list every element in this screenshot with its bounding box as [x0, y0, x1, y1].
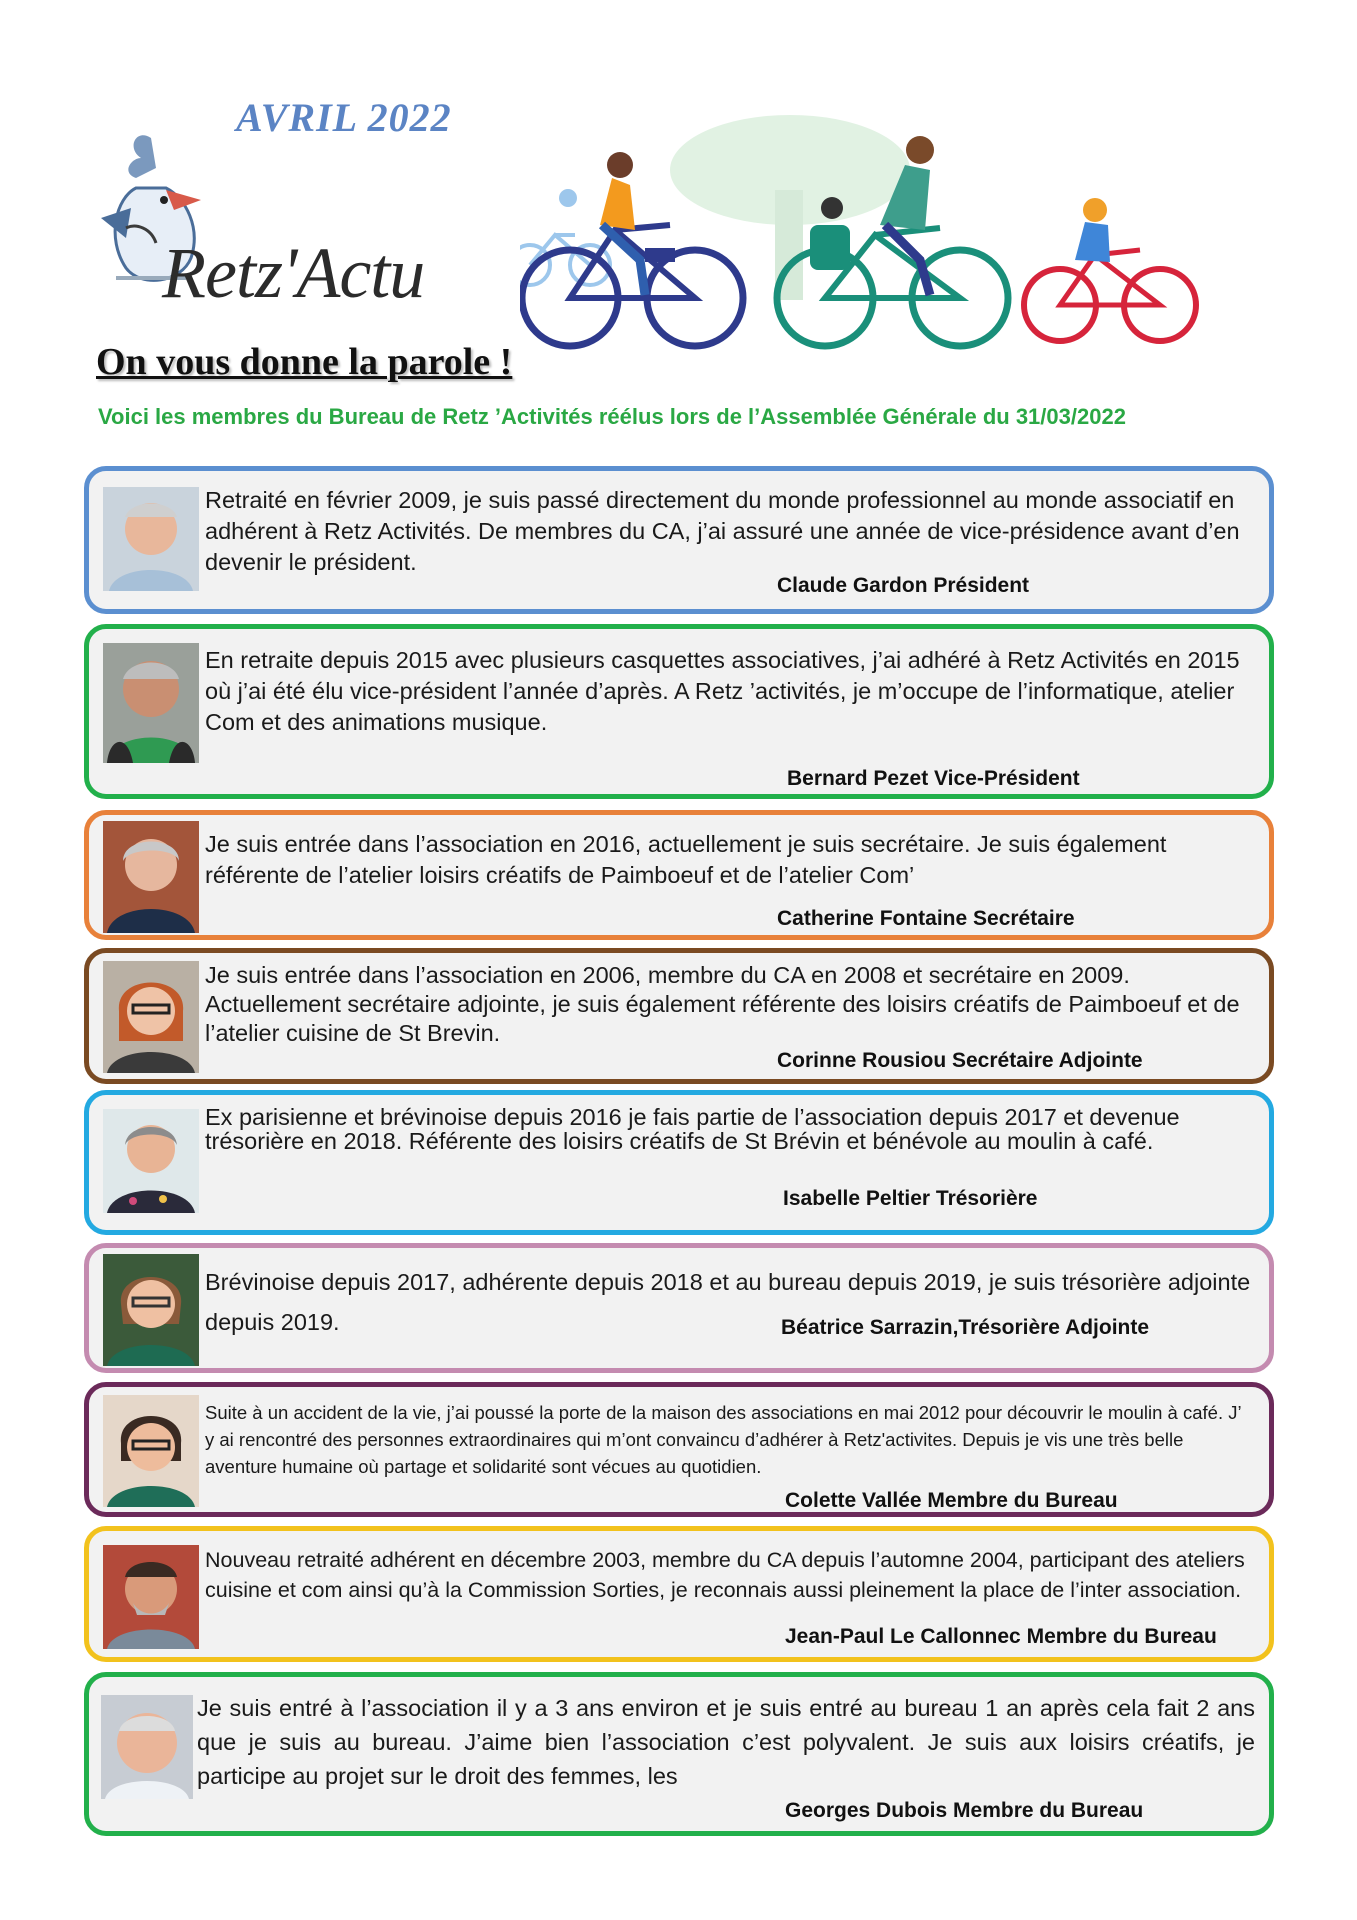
member-photo — [103, 821, 199, 933]
member-card-claude-gardon — [84, 466, 1274, 614]
intro-text: Voici les membres du Bureau de Retz ’Activités réélus lors de l’Assemblée Générale du 31/03/2022 — [98, 404, 1126, 429]
member-text: Brévinoise depuis 2017, adhérente depuis 2018 et au bureau depuis 2019, je suis trésorière adjointe depuis 2019. — [205, 1269, 1251, 1335]
member-card-catherine-fontaine — [84, 810, 1274, 940]
member-signature: Claude Gardon Président — [777, 574, 1030, 597]
member-text: Ex parisienne et brévinoise depuis 2016 je fais partie de l’association depuis 2017 et devenue trésorière en 2018. Référente des loisirs créatifs de St Brévin et bénévole au moulin à café. — [205, 1104, 1180, 1154]
member-photo — [103, 1545, 199, 1649]
member-signature: Georges Dubois Membre du Bureau — [785, 1799, 1144, 1822]
member-text: Je suis entré à l’association il y a 3 ans environ et je suis entré au bureau 1 an après cela fait 2 ans que je suis au bureau. J’aime bien l’association c’est polyvalent. Je suis aux loisirs créatifs, je participe au projet sur le droit des femmes, les — [197, 1695, 1255, 1789]
member-signature: Corinne Rousiou Secrétaire Adjointe — [777, 1049, 1143, 1072]
member-photo — [103, 1395, 199, 1507]
logo-text: Retz'Actu — [162, 233, 425, 313]
member-card-bernard-pezet — [84, 624, 1274, 799]
member-photo — [103, 643, 199, 763]
member-photo — [101, 1695, 193, 1799]
issue-date: AVRIL 2022 — [236, 95, 452, 140]
member-photo — [103, 961, 199, 1073]
member-card-georges-dubois — [84, 1672, 1274, 1836]
member-signature: Isabelle Peltier Trésorière — [783, 1187, 1038, 1210]
member-text: En retraite depuis 2015 avec plusieurs casquettes associatives, j’ai adhéré à Retz Activités en 2015 où j’ai été élu vice-président l’année d’après. A Retz ’activités, je m’occupe de l’informatique, atelier Com et des animations musique. — [205, 647, 1240, 735]
member-signature: Colette Vallée Membre du Bureau — [785, 1489, 1118, 1512]
member-card-jean-paul-le-callonnec — [84, 1526, 1274, 1662]
headline: On vous donne la parole ! — [96, 341, 513, 383]
member-signature: Jean-Paul Le Callonnec Membre du Bureau — [785, 1625, 1217, 1648]
member-signature: Béatrice Sarrazin,Trésorière Adjointe — [781, 1316, 1150, 1339]
member-text: Je suis entrée dans l’association en 2006, membre du CA en 2008 et secrétaire en 2009. Actuellement secrétaire adjointe, je suis également référente des loisirs créatifs de Paimboeuf et de l’atelier cuisine de St Brevin. — [205, 962, 1240, 1046]
member-card-isabelle-peltier — [84, 1090, 1274, 1235]
member-text: Je suis entrée dans l’association en 2016, actuellement je suis secrétaire. Je suis également référente de l’atelier loisirs créatifs de Paimboeuf et de l’atelier Com’ — [205, 831, 1167, 888]
member-card-beatrice-sarrazin — [84, 1243, 1274, 1373]
member-text: Suite à un accident de la vie, j’ai poussé la porte de la maison des associations en mai 2012 pour découvrir le moulin à café. J’ y ai rencontré des personnes extraordinaires qui m’ont convaincu d’adhérer à Retz'activites. Depuis je vis une très belle aventure humaine où partage et solidarité sont vécues au quotidien. — [205, 1402, 1241, 1477]
member-card-corinne-rousiou — [84, 948, 1274, 1084]
member-signature: Catherine Fontaine Secrétaire — [777, 907, 1075, 930]
member-text: Nouveau retraité adhérent en décembre 2003, membre du CA depuis l’automne 2004, participant des ateliers cuisine et com ainsi qu’à la Commission Sorties, je reconnais aussi pleinement la place de l’inter association. — [205, 1548, 1245, 1602]
member-card-colette-vallee — [84, 1382, 1274, 1517]
member-photo — [103, 1254, 199, 1366]
family-cycling-illustration — [520, 110, 1210, 350]
member-signature: Bernard Pezet Vice-Président — [787, 767, 1080, 790]
member-text: Retraité en février 2009, je suis passé directement du monde professionnel au monde associatif en adhérent à Retz Activités. De membres du CA, j’ai assuré une année de vice-présidence avant d’en devenir le président. — [205, 487, 1240, 575]
member-photo — [103, 487, 199, 591]
member-photo — [103, 1109, 199, 1213]
